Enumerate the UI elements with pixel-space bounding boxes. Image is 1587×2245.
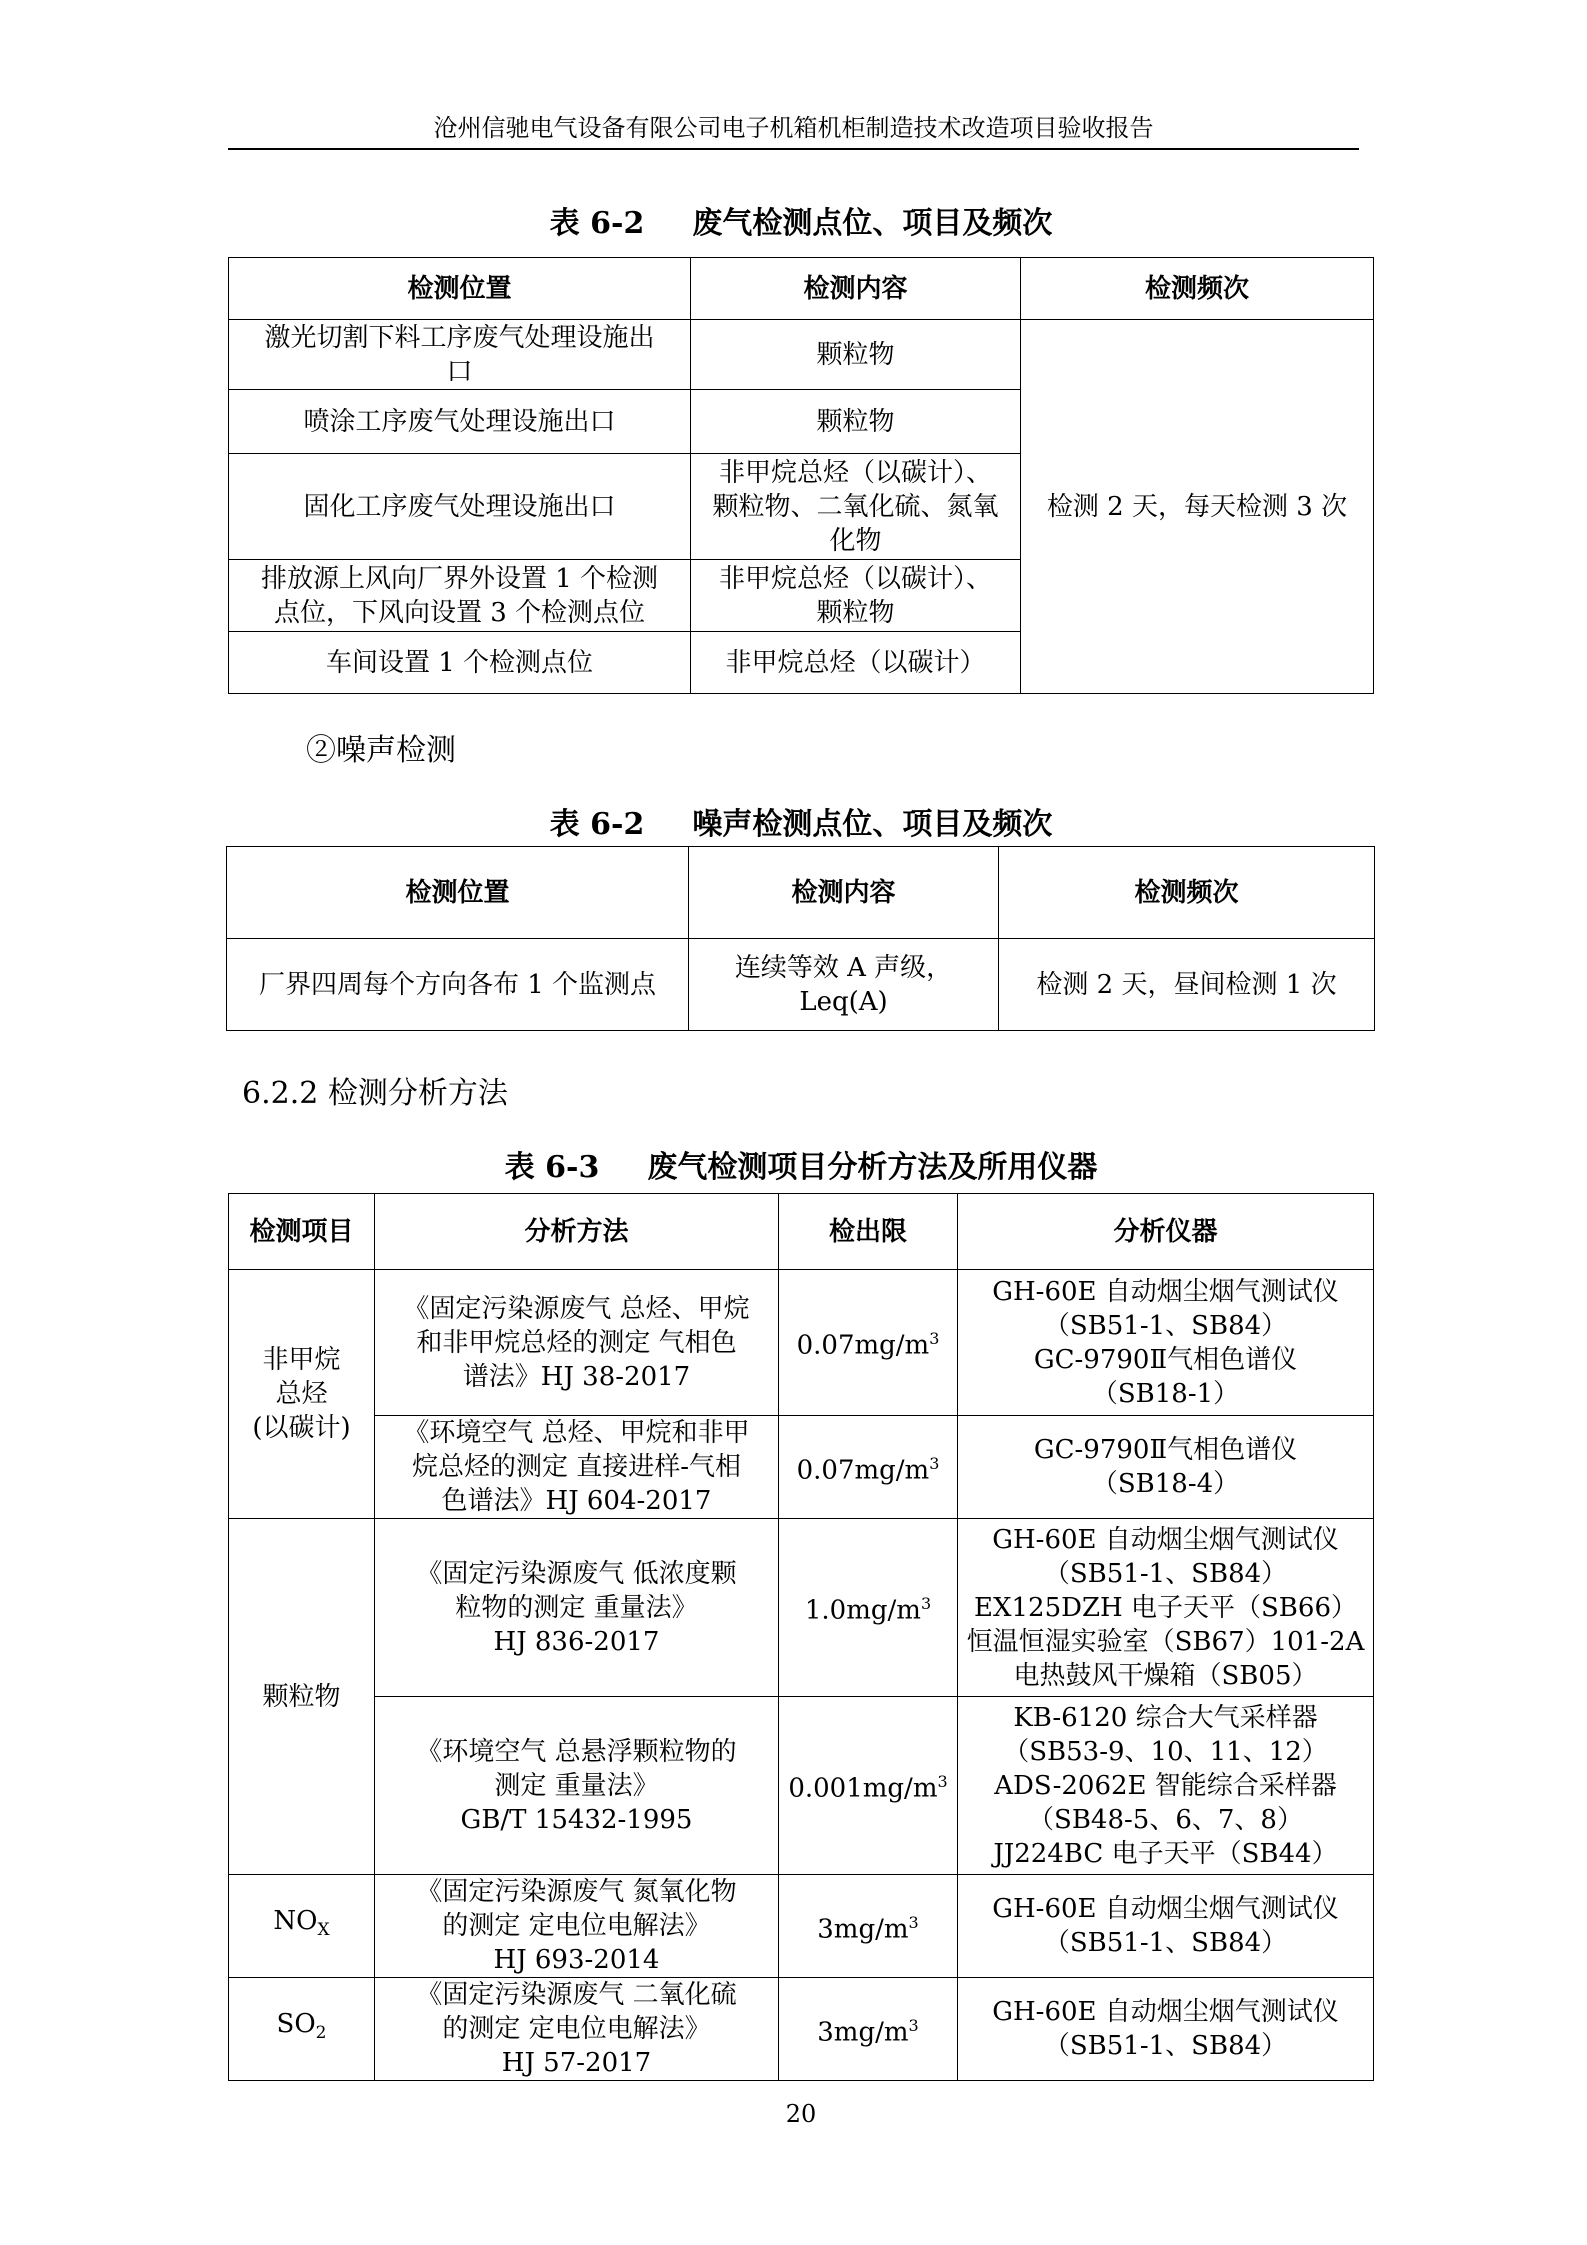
column-header: 检测内容 xyxy=(689,847,999,939)
cell-method: 《固定污染源废气 氮氧化物 的测定 定电位电解法》 HJ 693-2014 xyxy=(375,1875,779,1978)
table2-caption xyxy=(228,805,1374,845)
cell-location: 车间设置 1 个检测点位 xyxy=(229,632,691,694)
table-header-row xyxy=(229,258,1374,320)
cell-content: 颗粒物 xyxy=(691,320,1021,390)
cell-content: 非甲烷总烃（以碳计） xyxy=(691,632,1021,694)
cell-frequency: 检测 2 天，昼间检测 1 次 xyxy=(999,939,1375,1031)
cell-frequency: 检测 2 天，每天检测 3 次 xyxy=(1021,320,1374,694)
cell-limit: $0.07mg/m^3$ xyxy=(779,1270,958,1416)
table-row xyxy=(229,320,1374,390)
noise-heading: ②噪声检测 xyxy=(306,733,456,768)
cell-item: $SO_2$ xyxy=(229,1978,375,2081)
cell-instrument: GH-60E 自动烟尘烟气测试仪 （SB51-1、SB84） GC-9790Ⅱ气相色谱仪 （SB18-1） xyxy=(958,1270,1374,1416)
cell-instrument: KB-6120 综合大气采样器 （SB53-9、10、11、12） ADS-2062E 智能综合采样器 （SB48-5、6、7、8） JJ224BC 电子天平（SB44） xyxy=(958,1697,1374,1875)
cell-limit: $0.07mg/m^3$ xyxy=(779,1416,958,1519)
column-header: 检测频次 xyxy=(999,847,1375,939)
table-row xyxy=(227,939,1375,1031)
cell-location: 厂界四周每个方向各布 1 个监测点 xyxy=(227,939,689,1031)
column-header: 检测频次 xyxy=(1021,258,1374,320)
cell-method: 《环境空气 总烃、甲烷和非甲 烷总烃的测定 直接进样-气相 色谱法》HJ 604-2017 xyxy=(375,1416,779,1519)
cell-content: 非甲烷总烃（以碳计）、 颗粒物、二氧化硫、氮氧 化物 xyxy=(691,454,1021,560)
cell-instrument: GH-60E 自动烟尘烟气测试仪 （SB51-1、SB84） xyxy=(958,1978,1374,2081)
cell-method: 《固定污染源废气 低浓度颗 粒物的测定 重量法》 HJ 836-2017 xyxy=(375,1519,779,1697)
cell-limit: $3mg/m^3$ xyxy=(779,1875,958,1978)
table-row xyxy=(229,1697,1374,1875)
column-header: 分析方法 xyxy=(375,1194,779,1270)
cell-location: 激光切割下料工序废气处理设施出 口 xyxy=(229,320,691,390)
column-header: 检测位置 xyxy=(229,258,691,320)
cell-item: 非甲烷 总烃 (以碳计) xyxy=(229,1270,375,1519)
table1-caption-number: 表 6-2 xyxy=(549,206,645,241)
cell-limit: $0.001mg/m^3$ xyxy=(779,1697,958,1875)
cell-method: 《固定污染源废气 二氧化硫 的测定 定电位电解法》 HJ 57-2017 xyxy=(375,1978,779,2081)
header-rule xyxy=(228,148,1359,150)
column-header: 检测位置 xyxy=(227,847,689,939)
cell-location: 喷涂工序废气处理设施出口 xyxy=(229,390,691,454)
cell-content: 连续等效 A 声级， Leq(A) xyxy=(689,939,999,1031)
table1-caption-title: 废气检测点位、项目及频次 xyxy=(692,206,1053,241)
cell-content: 颗粒物 xyxy=(691,390,1021,454)
cell-item: $NO_X$ xyxy=(229,1875,375,1978)
cell-location: 固化工序废气处理设施出口 xyxy=(229,454,691,560)
table-row xyxy=(229,1270,1374,1416)
column-header: 检测内容 xyxy=(691,258,1021,320)
section-heading: 6.2.2 检测分析方法 xyxy=(242,1076,508,1111)
column-header: 分析仪器 xyxy=(958,1194,1374,1270)
table3-caption-title: 废气检测项目分析方法及所用仪器 xyxy=(647,1150,1098,1185)
exhaust-monitoring-table xyxy=(228,257,1374,694)
table1-caption xyxy=(228,204,1374,244)
page-header: 沧州信驰电气设备有限公司电子机箱机柜制造技术改造项目验收报告 xyxy=(433,114,1154,142)
cell-instrument: GH-60E 自动烟尘烟气测试仪 （SB51-1、SB84） xyxy=(958,1875,1374,1978)
table-header-row xyxy=(229,1194,1374,1270)
cell-limit: $1.0mg/m^3$ xyxy=(779,1519,958,1697)
analysis-methods-table xyxy=(228,1193,1374,2081)
table2-caption-number: 表 6-2 xyxy=(549,807,645,842)
column-header: 检测项目 xyxy=(229,1194,375,1270)
cell-method: 《环境空气 总悬浮颗粒物的 测定 重量法》 GB/T 15432-1995 xyxy=(375,1697,779,1875)
noise-monitoring-table xyxy=(226,846,1375,1031)
table-row xyxy=(229,1875,1374,1978)
cell-instrument: GH-60E 自动烟尘烟气测试仪 （SB51-1、SB84） EX125DZH 电子天平（SB66） 恒温恒湿实验室（SB67）101-2A 电热鼓风干燥箱（SB05） xyxy=(958,1519,1374,1697)
cell-limit: $3mg/m^3$ xyxy=(779,1978,958,2081)
cell-content: 非甲烷总烃（以碳计）、 颗粒物 xyxy=(691,560,1021,632)
cell-location: 排放源上风向厂界外设置 1 个检测 点位，下风向设置 3 个检测点位 xyxy=(229,560,691,632)
table3-caption-number: 表 6-3 xyxy=(504,1150,600,1185)
table-row xyxy=(229,1416,1374,1519)
table-row xyxy=(229,1519,1374,1697)
table-row xyxy=(229,1978,1374,2081)
cell-method: 《固定污染源废气 总烃、甲烷 和非甲烷总烃的测定 气相色 谱法》HJ 38-2017 xyxy=(375,1270,779,1416)
page-number: 20 xyxy=(785,2100,817,2128)
table-header-row xyxy=(227,847,1375,939)
table3-caption xyxy=(228,1148,1374,1188)
cell-item: 颗粒物 xyxy=(229,1519,375,1875)
column-header: 检出限 xyxy=(779,1194,958,1270)
table2-caption-title: 噪声检测点位、项目及频次 xyxy=(692,807,1053,842)
cell-instrument: GC-9790Ⅱ气相色谱仪 （SB18-4） xyxy=(958,1416,1374,1519)
